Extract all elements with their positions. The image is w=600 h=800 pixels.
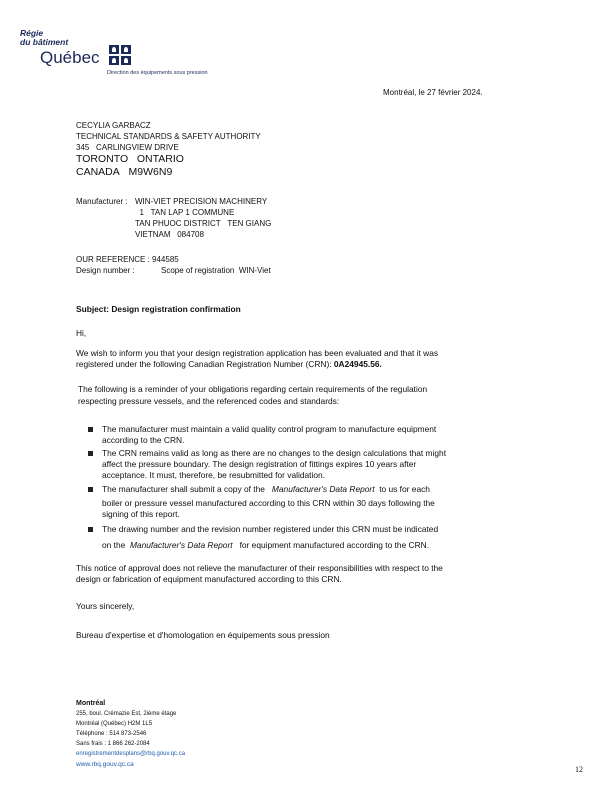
design-number-label: Design number : — [76, 266, 135, 275]
bullet-4-text-a: on the — [102, 540, 126, 550]
recipient-street-no: 345 — [76, 143, 90, 152]
reminder-line-1: The following is a reminder of your obligations regarding certain requirements of the regulation — [78, 384, 428, 394]
recipient-country: CANADA — [76, 166, 120, 178]
bullet-2-marker — [88, 451, 93, 456]
bullet-3-line-3: signing of this report. — [102, 509, 180, 519]
closing: Yours sincerely, — [76, 601, 135, 611]
manufacturer-street-name: TAN LAP 1 COMMUNE — [150, 208, 235, 217]
manufacturer-country-line — [135, 230, 204, 239]
bullet-4-text-c: for equipment manufactured according to the CRN. — [239, 540, 430, 550]
bullet-3-line-2: boiler or pressure vessel manufactured according to this CRN within 30 days following the — [102, 498, 435, 508]
recipient-city-line — [76, 153, 184, 165]
brand-logo-text: Québec — [40, 48, 100, 67]
bullet-3-marker — [88, 487, 93, 492]
reminder-line-2: respecting pressure vessels, and the referenced codes and standards: — [78, 396, 340, 406]
recipient-street-name: CARLINGVIEW DRIVE — [96, 143, 179, 152]
footer-phone: Téléphone : 514 873-2546 — [76, 731, 147, 737]
manufacturer-street — [135, 208, 234, 217]
org-line-1: Régie — [20, 28, 44, 38]
bullet-1-line-1: The manufacturer must maintain a valid quality control program to manufacture equipment — [102, 424, 437, 434]
crn-number: 0A24945.56. — [333, 359, 382, 369]
greeting: Hi, — [76, 328, 87, 338]
notice-line-2: design or fabrication of equipment manufactured according to this CRN. — [76, 574, 342, 584]
manufacturer-name: WIN-VIET PRECISION MACHINERY — [135, 197, 268, 206]
bullet-3-text-a: The manufacturer shall submit a copy of the — [102, 484, 265, 494]
division-name: Direction des équipements sous pression — [107, 70, 208, 76]
our-reference-label: OUR REFERENCE : — [76, 255, 150, 264]
our-reference — [76, 255, 179, 264]
org-line-2: du bâtiment — [20, 37, 69, 47]
manufacturer-district: TAN PHUOC DISTRICT — [135, 219, 221, 228]
bullet-2-line-3: acceptance. It must, therefore, be resubmitted for validation. — [102, 470, 325, 480]
manufacturer-district-line — [135, 219, 271, 228]
notice-line-1: This notice of approval does not relieve the manufacturer of their responsibilities with respect to the — [76, 563, 443, 573]
manufacturer-label: Manufacturer : — [76, 197, 128, 206]
org-name — [20, 29, 68, 47]
manufacturer-street-no: 1 — [139, 208, 144, 217]
page-number: 12 — [575, 765, 583, 774]
bullet-3-text-c: to us for each — [379, 484, 430, 494]
subject-line: Subject: Design registration confirmation — [76, 304, 241, 314]
scope-of-registration — [161, 266, 271, 275]
scope-label: Scope of registration — [161, 266, 235, 275]
bullet-1-line-2: according to the CRN. — [102, 435, 185, 445]
recipient-province: ONTARIO — [136, 153, 184, 165]
bullet-3-line-1 — [102, 484, 430, 494]
footer-tollfree: Sans frais : 1 866 262-2084 — [76, 741, 150, 747]
data-report-title: Manufacturer's Data Report — [271, 484, 375, 494]
recipient-postal: M9W6N9 — [128, 166, 173, 178]
recipient-country-line — [76, 166, 172, 178]
bullet-4-line-2 — [102, 540, 429, 550]
signature: Bureau d'expertise et d'homologation en équipements sous pression — [76, 630, 330, 640]
manufacturer-country: VIETNAM — [135, 230, 171, 239]
bullet-2-line-2: affect the pressure boundary. The design registration of fittings expires 10 years after — [102, 459, 417, 469]
intro-text: registered under the following Canadian Registration Number (CRN): — [76, 359, 332, 369]
our-reference-value: 944585 — [152, 255, 179, 264]
footer-address: 255, boul. Crémazie Est, 2ième étage — [76, 711, 177, 717]
recipient-name: CECYLIA GARBACZ — [76, 121, 151, 130]
recipient-org: TECHNICAL STANDARDS & SAFETY AUTHORITY — [76, 132, 261, 141]
manufacturer-postal: 084708 — [177, 230, 204, 239]
footer-email-link[interactable]: enregistrementdesplans@rbq.gouv.qc.ca — [76, 751, 186, 757]
footer-website-link[interactable]: www.rbq.gouv.qc.ca — [76, 761, 134, 768]
data-report-title-2: Manufacturer's Data Report — [129, 540, 233, 550]
footer-city-postal: Montréal (Québec) H2M 1L5 — [76, 721, 153, 727]
intro-line-1: We wish to inform you that your design registration application has been evaluated and that it was — [76, 348, 439, 358]
intro-line-2 — [76, 359, 382, 369]
letter-date: Montréal, le 27 février 2024. — [383, 88, 483, 97]
bullet-2-line-1: The CRN remains valid as long as there are no changes to the design calculations that might — [102, 448, 447, 458]
bullet-4-marker — [88, 527, 93, 532]
scope-value: WIN-Viet — [238, 266, 271, 275]
recipient-street — [76, 143, 179, 152]
recipient-city: TORONTO — [76, 153, 129, 165]
bullet-1-marker — [88, 427, 93, 432]
bullet-4-line-1: The drawing number and the revision number registered under this CRN must be indicated — [102, 524, 439, 534]
fleur-de-lis-flag-icon — [109, 45, 131, 65]
manufacturer-region: TEN GIANG — [227, 219, 272, 228]
footer-city: Montréal — [76, 700, 106, 707]
